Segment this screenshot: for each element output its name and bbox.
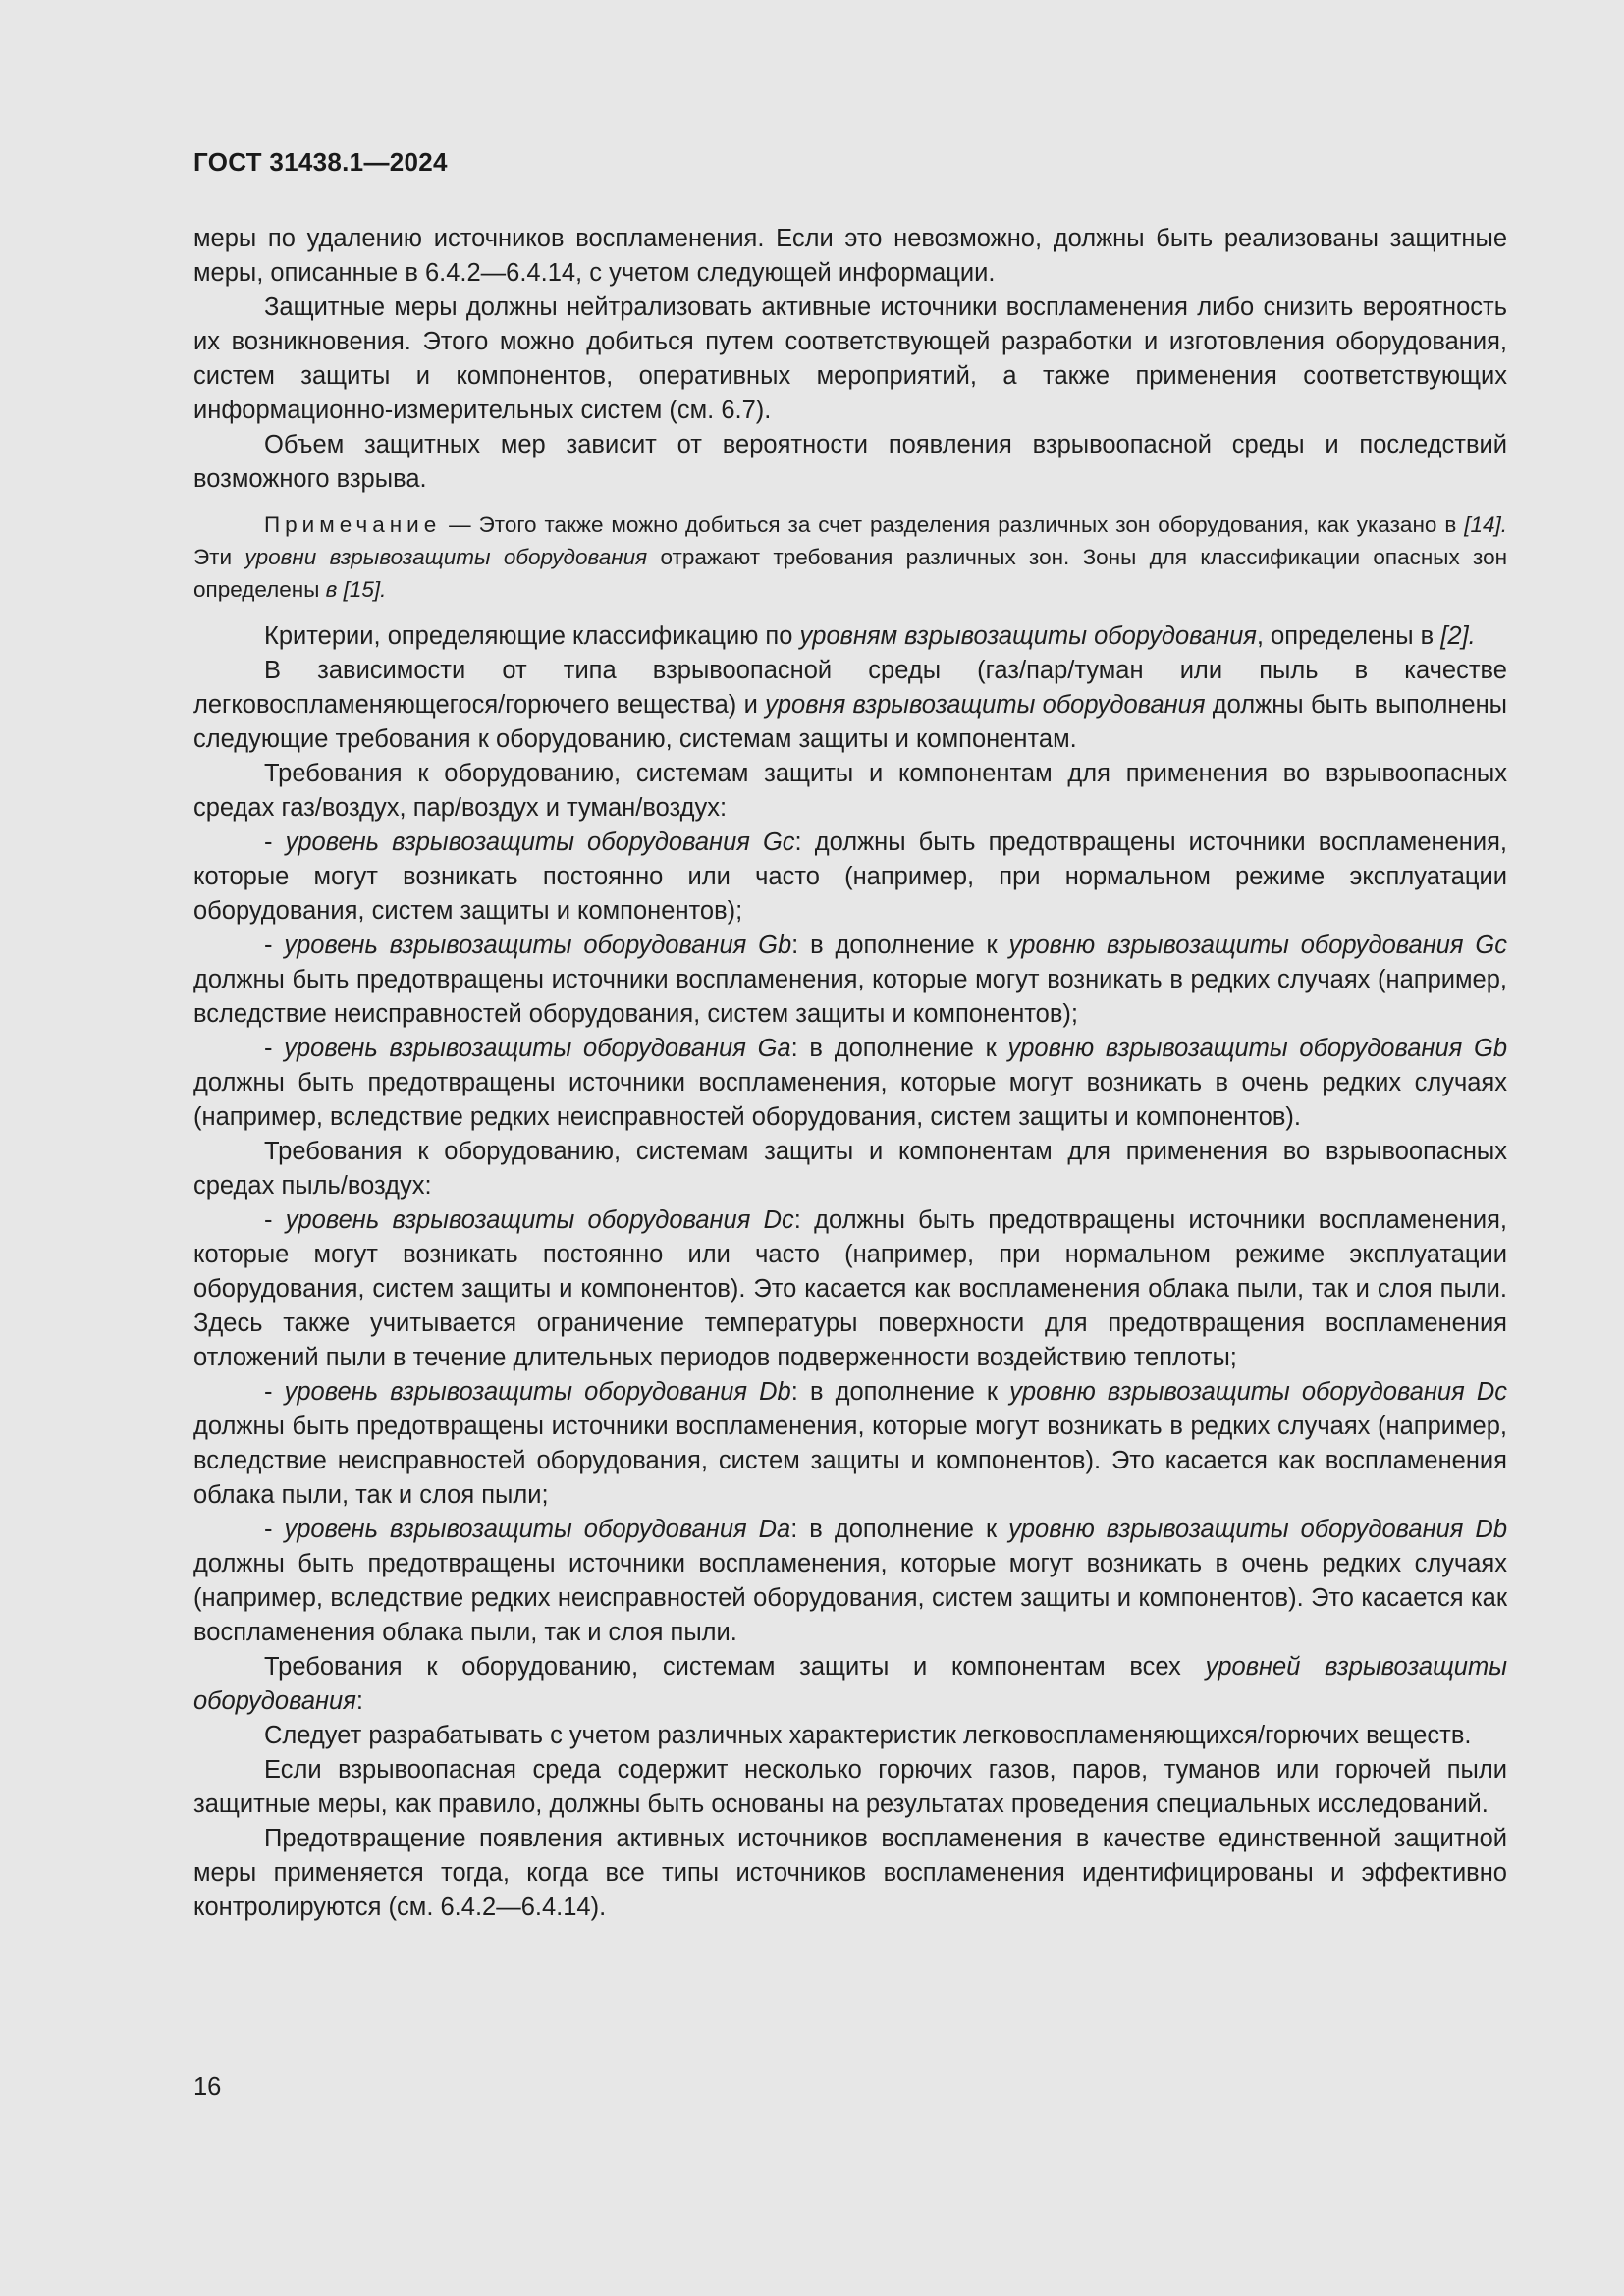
paragraph: Объем защитных мер зависит от вероятности появления взрывоопасной среды и последствий возможного взрыва. (193, 431, 1507, 493)
list-item: - уровень взрывозащиты оборудования Ga: в дополнение к уровню взрывозащиты оборудования Gb должны быть предотвращены источники воспламенения, которые могут возникать в очень редких случаях (например, вследствие редких неисправностей оборудования, систем защиты и компонентов). (193, 1035, 1508, 1131)
list-item: - уровень взрывозащиты оборудования Gc: должны быть предотвращены источники воспламенения, которые могут возникать постоянно или часто (например, при нормальном режиме эксплуатации оборудования, систем защиты и компонентов); (193, 828, 1508, 925)
list-item: - уровень взрывозащиты оборудования Db: в дополнение к уровню взрывозащиты оборудования Dc должны быть предотвращены источники воспламенения, которые могут возникать в редких случаях (например, вследствие неисправностей оборудования, систем защиты и компонентов). Это касается как воспламенения облака пыли, так и слоя пыли; (193, 1378, 1508, 1509)
note-label: Примечание (264, 512, 442, 537)
paragraph: В зависимости от типа взрывоопасной среды (газ/пар/туман или пыль в качестве легковоспламеняющегося/горючего вещества) и уровня взрывозащиты оборудования должны быть выполнены следующие требования к оборудованию, системам защиты и компонентам. (193, 657, 1507, 753)
paragraph: Защитные меры должны нейтрализовать активные источники воспламенения либо снизить вероятность их возникновения. Этого можно добиться путем соответствующей разработки и изготовления оборудования, систем защиты и компонентов, оперативных мероприятий, а также применения соответствующих информационно-измерительных систем (см. 6.7). (193, 294, 1507, 424)
paragraph: Предотвращение появления активных источников воспламенения в качестве единственной защитной меры применяется тогда, когда все типы источников воспламенения идентифицированы и эффективно контролируются (см. 6.4.2—6.4.14). (193, 1825, 1507, 1921)
paragraph: Требования к оборудованию, системам защиты и компонентам для применения во взрывоопасных средах пыль/воздух: (193, 1138, 1507, 1200)
paragraph: Требования к оборудованию, системам защиты и компонентам для применения во взрывоопасных средах газ/воздух, пар/воздух и туман/воздух: (193, 760, 1507, 822)
list-item: - уровень взрывозащиты оборудования Da: в дополнение к уровню взрывозащиты оборудования Db должны быть предотвращены источники воспламенения, которые могут возникать в очень редких случаях (например, вследствие редких неисправностей оборудования, систем защиты и компонентов). Это касается как воспламенения облака пыли, так и слоя пыли. (193, 1516, 1507, 1646)
reference: [2]. (1440, 622, 1476, 650)
paragraph: Критерии, определяющие классификацию по уровням взрывозащиты оборудования, определены в [2]. (264, 622, 1476, 650)
paragraph: меры по удалению источников воспламенения. Если это невозможно, должны быть реализованы защитные меры, описанные в 6.4.2—6.4.14, с учетом следующей информации. (193, 225, 1507, 287)
page-number: 16 (193, 2073, 222, 2101)
paragraph: Следует разрабатывать с учетом различных характеристик легковоспламеняющихся/горючих веществ. (264, 1722, 1472, 1749)
document-header: ГОСТ 31438.1—2024 (193, 147, 448, 177)
reference: в [15]. (325, 577, 387, 602)
list-item: - уровень взрывозащиты оборудования Gb: в дополнение к уровню взрывозащиты оборудования Gc должны быть предотвращены источники воспламенения, которые могут возникать в редких случаях (например, вследствие неисправностей оборудования, систем защиты и компонентов); (193, 932, 1507, 1028)
list-item: - уровень взрывозащиты оборудования Dc: должны быть предотвращены источники воспламенения, которые могут возникать постоянно или часто (например, при нормальном режиме эксплуатации оборудования, систем защиты и компонентов). Это касается как воспламенения облака пыли, так и слоя пыли. Здесь также учитывается ограничение температуры поверхности для предотвращения воспламенения отложений пыли в течение длительных периодов подверженности воздействию теплоты; (193, 1206, 1507, 1371)
paragraph: Требования к оборудованию, системам защиты и компонентам всех уровней взрывозащиты оборудования: (193, 1653, 1507, 1715)
main-text (193, 222, 1507, 1925)
note: Примечание — Этого также можно добиться за счет разделения различных зон оборудования, как указано в [14]. Эти уровни взрывозащиты оборудования отражают требования различных зон. Зоны для классификации опасных зон определены в [15]. (193, 512, 1508, 602)
paragraph: Если взрывоопасная среда содержит несколько горючих газов, паров, туманов или горючей пыли защитные меры, как правило, должны быть основаны на результатах проведения специальных исследований. (193, 1756, 1507, 1818)
reference: [14]. (1464, 512, 1507, 537)
